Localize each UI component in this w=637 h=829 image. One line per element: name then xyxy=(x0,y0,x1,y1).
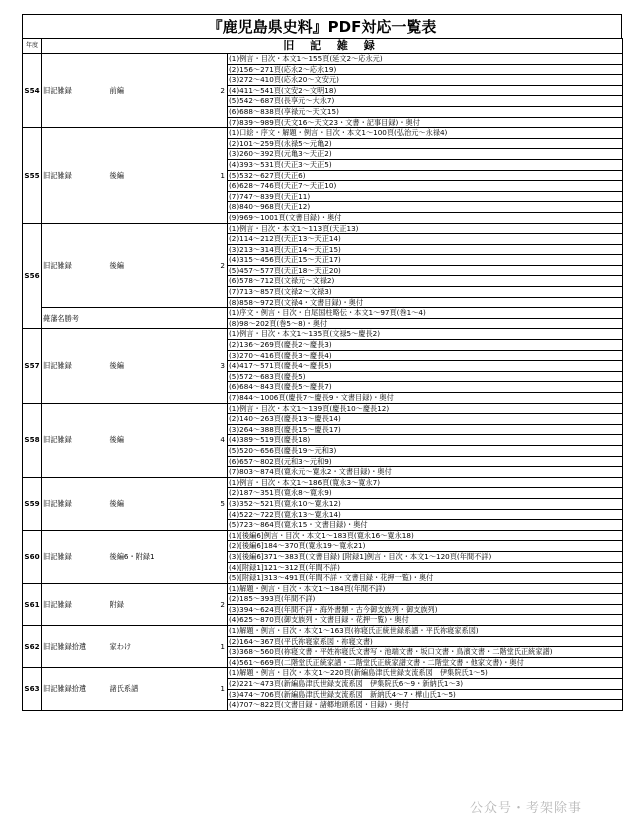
detail-cell: (4)707～822頁(文書目録・諸郷地頭系図・目録)・奥付 xyxy=(228,700,623,711)
detail-cell: (2)221～473頁(新編島津氏世録支流系図 伊集院氏6～9・新納氏1～3) xyxy=(228,679,623,690)
detail-cell: (3)352～521頁(寛永10～寛永12) xyxy=(228,498,623,509)
detail-cell: (1)例言・目次・本文1～135頁(文禄5～慶長2) xyxy=(228,329,623,340)
year-header: 年度 xyxy=(23,39,42,54)
year-cell: S58 xyxy=(23,403,42,477)
table-row xyxy=(23,403,623,414)
title-cell: 旧記雑録 xyxy=(42,583,106,625)
detail-cell: (2)114～212頁(天正13～天正14) xyxy=(228,234,623,245)
table-row xyxy=(23,308,623,319)
detail-cell: (7)844～1006頁(慶長7～慶長9・文書目録)・奥付 xyxy=(228,393,623,404)
title-cell: 旧記雑録 xyxy=(42,530,106,583)
detail-cell: (5)[附録1]313～491頁(年間不詳・文書目録・花押一覧)・奥付 xyxy=(228,573,623,584)
detail-cell: (4)522～722頁(寛永13～寛永14) xyxy=(228,509,623,520)
detail-cell: (2)164～367頁(平氏祢寝家系図・祢寝文書) xyxy=(228,636,623,647)
edition-cell xyxy=(106,308,181,329)
detail-cell: (3)474～706頁(新編島津氏世録支流系図 新納氏4～7・樺山氏1～5) xyxy=(228,689,623,700)
detail-cell: (3)270～416頁(慶長3～慶長4) xyxy=(228,350,623,361)
table-row xyxy=(23,530,623,541)
detail-cell: (1)例言・目次・本文1～155頁(延文2～応永元) xyxy=(228,54,623,65)
detail-cell: (2)136～269頁(慶長2～慶長3) xyxy=(228,340,623,351)
detail-cell: (5)520～656頁(慶長19～元和3) xyxy=(228,445,623,456)
edition-cell: 後編6・附録1 xyxy=(106,530,181,583)
header-row xyxy=(23,39,623,54)
detail-cell: (4)393～531頁(天正3～天正5) xyxy=(228,159,623,170)
detail-cell: (4)625～870頁(御支族列・文書目録・花押一覧)・奥付 xyxy=(228,615,623,626)
table-row xyxy=(23,54,623,65)
detail-cell: (4)389～519頁(慶長18) xyxy=(228,435,623,446)
edition-cell: 附録 xyxy=(106,583,181,625)
page-title: 『鹿児島県史料』PDF対応一覧表 xyxy=(22,14,622,38)
volume-cell: 1 xyxy=(181,668,228,710)
detail-cell: (1)例言・目次・本文1～186頁(寛永3～寛永7) xyxy=(228,477,623,488)
detail-cell: (7)713～857頁(文禄2～文禄3) xyxy=(228,287,623,298)
detail-cell: (6)628～746頁(天正7～天正10) xyxy=(228,181,623,192)
volume-cell xyxy=(181,308,228,329)
year-cell: S56 xyxy=(23,223,42,329)
year-cell: S63 xyxy=(23,668,42,710)
year-cell: S61 xyxy=(23,583,42,625)
detail-cell: (5)572～683頁(慶長5) xyxy=(228,371,623,382)
detail-cell: (4)411～541頁(文安2～文明18) xyxy=(228,85,623,96)
detail-cell: (5)723～864頁(寛永15・文書目録)・奥付 xyxy=(228,520,623,531)
volume-cell: 1 xyxy=(181,128,228,223)
detail-cell: (2)185～393頁(年間不詳) xyxy=(228,594,623,605)
title-cell: 旧記雑録 xyxy=(42,403,106,477)
table-row xyxy=(23,128,623,139)
detail-cell: (5)457～577頁(天正18～天正20) xyxy=(228,265,623,276)
detail-cell: (3)[後編6]371～383頁(文書目録) [附録1]例言・目次・本文1～120頁(年間不詳) xyxy=(228,551,623,562)
volume-cell: 5 xyxy=(181,477,228,530)
table-row xyxy=(23,477,623,488)
year-cell: S54 xyxy=(23,54,42,128)
detail-cell: (5)532～627頁(天正6) xyxy=(228,170,623,181)
edition-cell: 後編 xyxy=(106,477,181,530)
detail-cell: (8)98～202頁(巻5～8)・奥付 xyxy=(228,318,623,329)
detail-cell: (1)例言・目次・本文1～113頁(天正13) xyxy=(228,223,623,234)
title-cell: 薨藩名勝考 xyxy=(42,308,106,329)
document-page xyxy=(22,14,622,711)
detail-cell: (4)561～669頁(二階堂氏正統家譜・二階堂氏正統家譜文書・二階堂文書・他家文書)・奥付 xyxy=(228,657,623,668)
detail-cell: (9)969～1001頁(文書目録)・奥付 xyxy=(228,212,623,223)
year-cell: S59 xyxy=(23,477,42,530)
detail-cell: (1)解題・例言・目次・本文1～163頁(祢寝氏正統世録系譜・平氏祢寝家系図) xyxy=(228,626,623,637)
volume-cell: 2 xyxy=(181,583,228,625)
detail-cell: (8)858～972頁(文禄4・文書目録)・奥付 xyxy=(228,297,623,308)
detail-cell: (1)序文・例言・目次・白尾国柱略伝・本文1～97頁(巻1～4) xyxy=(228,308,623,319)
title-cell: 旧記雑録 xyxy=(42,223,106,308)
table-row xyxy=(23,329,623,340)
detail-cell: (3)260～392頁(元亀3～天正2) xyxy=(228,149,623,160)
edition-cell: 後編 xyxy=(106,403,181,477)
title-cell: 旧記雑録拾遺 xyxy=(42,626,106,668)
volume-cell: 3 xyxy=(181,329,228,403)
edition-cell: 後編 xyxy=(106,223,181,308)
edition-cell: 家わけ xyxy=(106,626,181,668)
detail-cell: (3)272～410頁(応永20～文安元) xyxy=(228,75,623,86)
detail-cell: (4)315～456頁(天正15～天正17) xyxy=(228,255,623,266)
volume-cell: 2 xyxy=(181,54,228,128)
detail-cell: (3)264～388頁(慶長15～慶長17) xyxy=(228,424,623,435)
year-cell: S57 xyxy=(23,329,42,403)
detail-cell: (6)688～838頁(享禄元～天文15) xyxy=(228,106,623,117)
detail-cell: (1)[後編6]例言・目次・本文1～183頁(寛永16～寛永18) xyxy=(228,530,623,541)
detail-cell: (1)例言・目次・本文1～139頁(慶長10～慶長12) xyxy=(228,403,623,414)
detail-cell: (3)394～624頁(年間不詳・海外書類・古今御支族列・御支族列) xyxy=(228,604,623,615)
detail-cell: (7)803～874頁(寛永元～寛永2・文書目録)・奥付 xyxy=(228,467,623,478)
detail-cell: (2)156～271頁(応永2～応永19) xyxy=(228,64,623,75)
detail-cell: (4)417～571頁(慶長4～慶長5) xyxy=(228,361,623,372)
section-heading: 旧 記 雑 録 xyxy=(42,39,623,54)
table-row xyxy=(23,583,623,594)
title-cell: 旧記雑録拾遺 xyxy=(42,668,106,710)
title-cell: 旧記雑録 xyxy=(42,477,106,530)
catalog-table xyxy=(22,38,623,711)
detail-cell: (1)解題・例言・目次・本文1～184頁(年間不詳) xyxy=(228,583,623,594)
detail-cell: (2)[後編6]184～370頁(寛永19～寛永21) xyxy=(228,541,623,552)
edition-cell: 前編 xyxy=(106,54,181,128)
detail-cell: (6)578～712頁(文禄元～文禄2) xyxy=(228,276,623,287)
detail-cell: (6)684～843頁(慶長5～慶長7) xyxy=(228,382,623,393)
detail-cell: (2)187～351頁(寛永8～寛永9) xyxy=(228,488,623,499)
title-cell: 旧記雑録 xyxy=(42,54,106,128)
volume-cell: 2 xyxy=(181,223,228,308)
detail-cell: (1)口絵・序文・解題・例言・目次・本文1～100頁(弘治元～永禄4) xyxy=(228,128,623,139)
watermark: 公众号・考架除事 xyxy=(470,801,583,816)
table-row xyxy=(23,223,623,234)
edition-cell: 諸氏系譜 xyxy=(106,668,181,710)
year-cell: S55 xyxy=(23,128,42,223)
edition-cell: 後編 xyxy=(106,329,181,403)
detail-cell: (7)747～839頁(天正11) xyxy=(228,191,623,202)
detail-cell: (8)840～968頁(天正12) xyxy=(228,202,623,213)
year-cell: S62 xyxy=(23,626,42,668)
year-cell: S60 xyxy=(23,530,42,583)
table-row xyxy=(23,668,623,679)
detail-cell: (1)解題・例言・目次・本文1～220頁(新編島津氏世録支流系図 伊集院氏1～5) xyxy=(228,668,623,679)
table-row xyxy=(23,626,623,637)
title-cell: 旧記雑録 xyxy=(42,329,106,403)
detail-cell: (7)839～989頁(天文16～天文23・文書・記事目録)・奥付 xyxy=(228,117,623,128)
detail-cell: (2)101～259頁(永禄5～元亀2) xyxy=(228,138,623,149)
detail-cell: (3)368～560頁(祢寝文書・平姓祢寝氏文書写・池端文書・坂口文書・鳥濱文書・二階堂氏正統家譜) xyxy=(228,647,623,658)
detail-cell: (2)140～263頁(慶長13～慶長14) xyxy=(228,414,623,425)
edition-cell: 後編 xyxy=(106,128,181,223)
detail-cell: (3)213～314頁(天正14～天正15) xyxy=(228,244,623,255)
detail-cell: (5)542～687頁(長享元～大永7) xyxy=(228,96,623,107)
detail-cell: (4)[附録1]121～312頁(年間不詳) xyxy=(228,562,623,573)
volume-cell xyxy=(181,530,228,583)
title-cell: 旧記雑録 xyxy=(42,128,106,223)
volume-cell: 1 xyxy=(181,626,228,668)
volume-cell: 4 xyxy=(181,403,228,477)
detail-cell: (6)657～802頁(元和3～元和9) xyxy=(228,456,623,467)
